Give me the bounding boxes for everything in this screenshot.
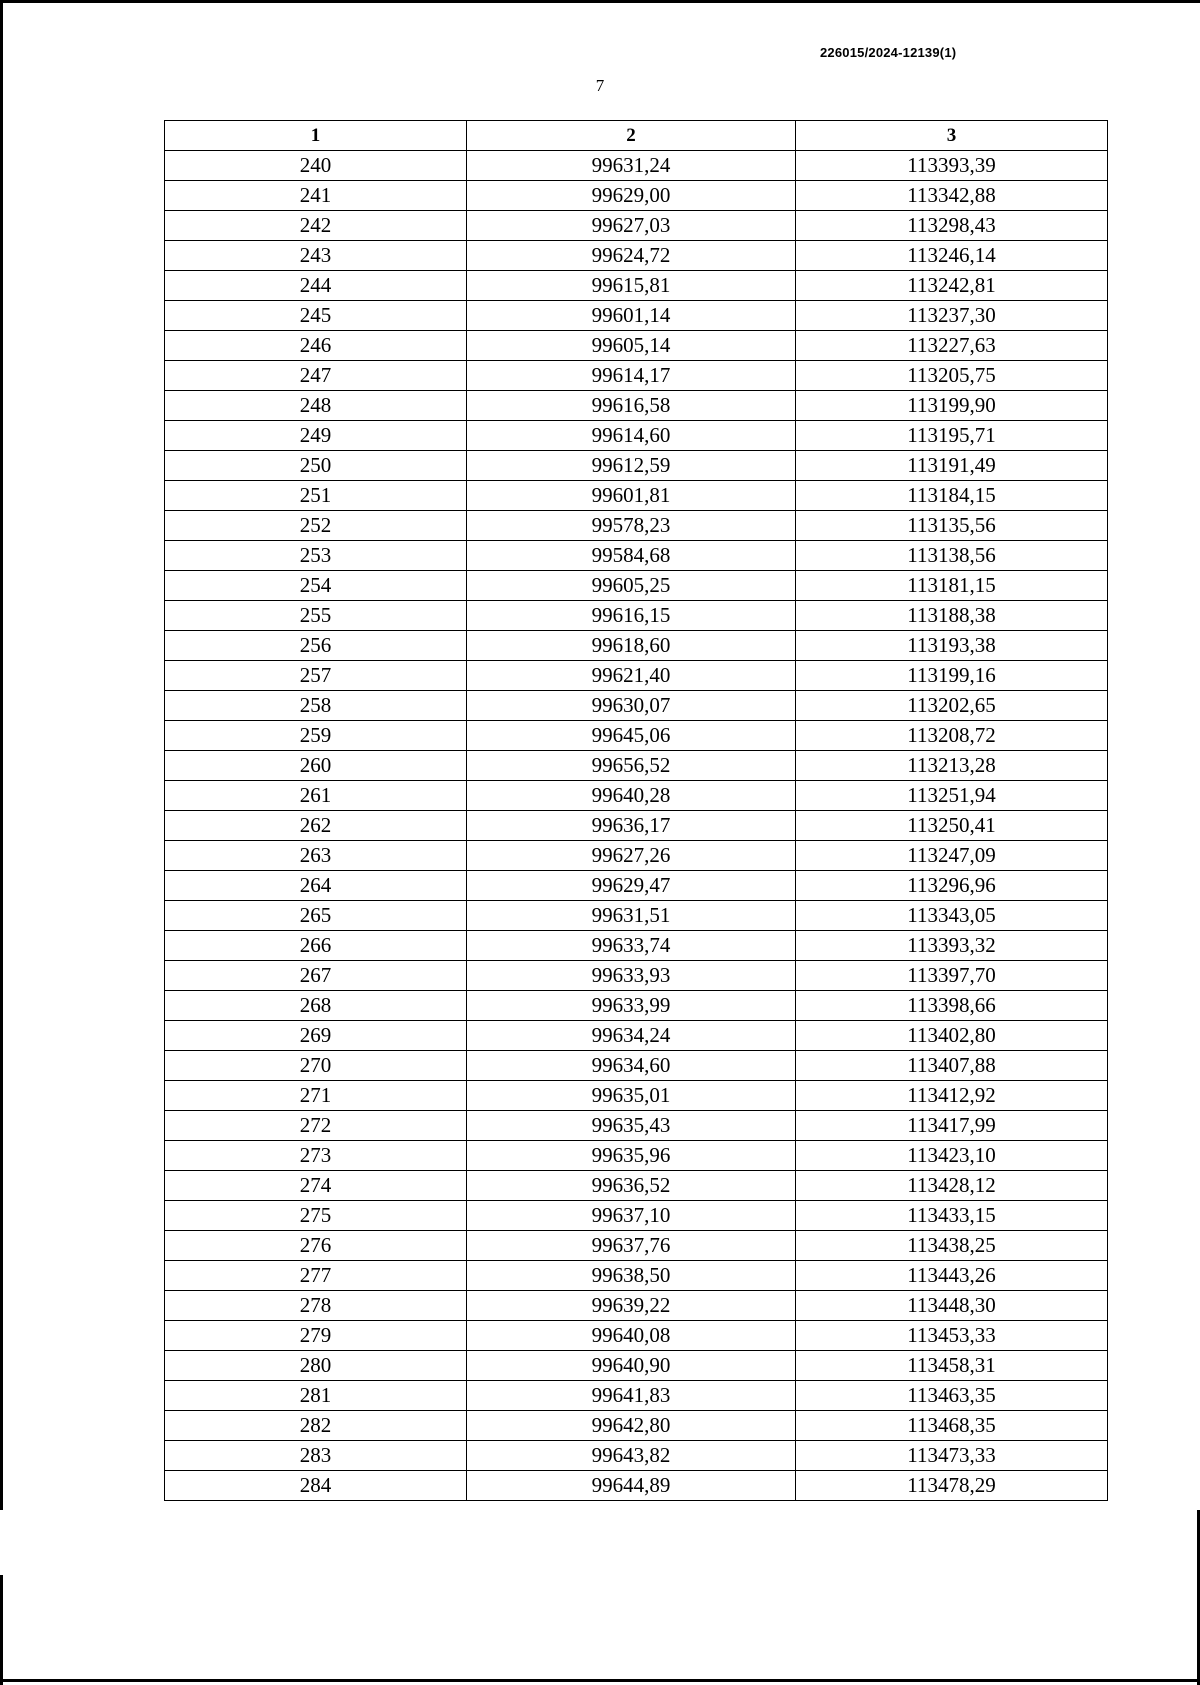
x-coordinate-cell: 99636,52	[467, 1171, 796, 1201]
point-number-cell: 245	[165, 301, 467, 331]
x-coordinate-cell: 99637,76	[467, 1231, 796, 1261]
y-coordinate-cell: 113191,49	[796, 451, 1108, 481]
y-coordinate-cell: 113213,28	[796, 751, 1108, 781]
table-row	[165, 1081, 1108, 1111]
y-coordinate-cell: 113407,88	[796, 1051, 1108, 1081]
point-number-cell: 254	[165, 571, 467, 601]
table-row	[165, 691, 1108, 721]
y-coordinate-cell: 113188,38	[796, 601, 1108, 631]
table-row	[165, 661, 1108, 691]
point-number-cell: 276	[165, 1231, 467, 1261]
y-coordinate-cell: 113296,96	[796, 871, 1108, 901]
document-reference: 226015/2024-12139(1)	[820, 45, 957, 60]
y-coordinate-cell: 113343,05	[796, 901, 1108, 931]
scan-edge-top	[0, 0, 1200, 3]
table-row	[165, 481, 1108, 511]
y-coordinate-cell: 113342,88	[796, 181, 1108, 211]
table-row	[165, 1051, 1108, 1081]
point-number-cell: 269	[165, 1021, 467, 1051]
y-coordinate-cell: 113448,30	[796, 1291, 1108, 1321]
y-coordinate-cell: 113202,65	[796, 691, 1108, 721]
x-coordinate-cell: 99631,24	[467, 151, 796, 181]
y-coordinate-cell: 113246,14	[796, 241, 1108, 271]
y-coordinate-cell: 113193,38	[796, 631, 1108, 661]
point-number-cell: 246	[165, 331, 467, 361]
table-row	[165, 751, 1108, 781]
point-number-cell: 259	[165, 721, 467, 751]
x-coordinate-cell: 99636,17	[467, 811, 796, 841]
table-row	[165, 1231, 1108, 1261]
table-row	[165, 1351, 1108, 1381]
y-coordinate-cell: 113138,56	[796, 541, 1108, 571]
point-number-cell: 247	[165, 361, 467, 391]
table-row	[165, 1201, 1108, 1231]
table-row	[165, 1471, 1108, 1501]
y-coordinate-cell: 113423,10	[796, 1141, 1108, 1171]
y-coordinate-cell: 113473,33	[796, 1441, 1108, 1471]
x-coordinate-cell: 99618,60	[467, 631, 796, 661]
y-coordinate-cell: 113181,15	[796, 571, 1108, 601]
x-coordinate-cell: 99614,60	[467, 421, 796, 451]
point-number-cell: 251	[165, 481, 467, 511]
column-header-3: 3	[796, 121, 1108, 151]
x-coordinate-cell: 99635,96	[467, 1141, 796, 1171]
x-coordinate-cell: 99633,99	[467, 991, 796, 1021]
table-row	[165, 961, 1108, 991]
x-coordinate-cell: 99633,74	[467, 931, 796, 961]
table-row	[165, 1441, 1108, 1471]
table-row	[165, 871, 1108, 901]
point-number-cell: 273	[165, 1141, 467, 1171]
x-coordinate-cell: 99641,83	[467, 1381, 796, 1411]
table-row	[165, 331, 1108, 361]
table-row	[165, 1321, 1108, 1351]
point-number-cell: 280	[165, 1351, 467, 1381]
y-coordinate-cell: 113397,70	[796, 961, 1108, 991]
table-row	[165, 1021, 1108, 1051]
point-number-cell: 277	[165, 1261, 467, 1291]
y-coordinate-cell: 113247,09	[796, 841, 1108, 871]
point-number-cell: 248	[165, 391, 467, 421]
table-row	[165, 631, 1108, 661]
x-coordinate-cell: 99584,68	[467, 541, 796, 571]
point-number-cell: 255	[165, 601, 467, 631]
x-coordinate-cell: 99643,82	[467, 1441, 796, 1471]
point-number-cell: 283	[165, 1441, 467, 1471]
table-row	[165, 361, 1108, 391]
x-coordinate-cell: 99656,52	[467, 751, 796, 781]
table-row	[165, 781, 1108, 811]
table-row	[165, 991, 1108, 1021]
point-number-cell: 253	[165, 541, 467, 571]
point-number-cell: 258	[165, 691, 467, 721]
x-coordinate-cell: 99629,47	[467, 871, 796, 901]
table-row	[165, 901, 1108, 931]
table-row	[165, 541, 1108, 571]
x-coordinate-cell: 99640,28	[467, 781, 796, 811]
point-number-cell: 257	[165, 661, 467, 691]
y-coordinate-cell: 113242,81	[796, 271, 1108, 301]
y-coordinate-cell: 113458,31	[796, 1351, 1108, 1381]
y-coordinate-cell: 113135,56	[796, 511, 1108, 541]
x-coordinate-cell: 99634,24	[467, 1021, 796, 1051]
table-row	[165, 211, 1108, 241]
point-number-cell: 264	[165, 871, 467, 901]
y-coordinate-cell: 113417,99	[796, 1111, 1108, 1141]
table-row	[165, 931, 1108, 961]
table-row	[165, 721, 1108, 751]
y-coordinate-cell: 113468,35	[796, 1411, 1108, 1441]
scan-edge-bottom	[0, 1679, 1200, 1682]
x-coordinate-cell: 99601,81	[467, 481, 796, 511]
table-row	[165, 1261, 1108, 1291]
y-coordinate-cell: 113453,33	[796, 1321, 1108, 1351]
x-coordinate-cell: 99642,80	[467, 1411, 796, 1441]
x-coordinate-cell: 99627,03	[467, 211, 796, 241]
x-coordinate-cell: 99614,17	[467, 361, 796, 391]
x-coordinate-cell: 99629,00	[467, 181, 796, 211]
table-row	[165, 301, 1108, 331]
x-coordinate-cell: 99640,08	[467, 1321, 796, 1351]
y-coordinate-cell: 113250,41	[796, 811, 1108, 841]
point-number-cell: 270	[165, 1051, 467, 1081]
point-number-cell: 252	[165, 511, 467, 541]
point-number-cell: 244	[165, 271, 467, 301]
point-number-cell: 242	[165, 211, 467, 241]
table-row	[165, 421, 1108, 451]
x-coordinate-cell: 99635,43	[467, 1111, 796, 1141]
point-number-cell: 263	[165, 841, 467, 871]
y-coordinate-cell: 113184,15	[796, 481, 1108, 511]
point-number-cell: 274	[165, 1171, 467, 1201]
table-row	[165, 271, 1108, 301]
point-number-cell: 261	[165, 781, 467, 811]
table-row	[165, 1171, 1108, 1201]
table-row	[165, 391, 1108, 421]
point-number-cell: 243	[165, 241, 467, 271]
y-coordinate-cell: 113237,30	[796, 301, 1108, 331]
table-row	[165, 511, 1108, 541]
table-row	[165, 151, 1108, 181]
y-coordinate-cell: 113438,25	[796, 1231, 1108, 1261]
point-number-cell: 262	[165, 811, 467, 841]
table-row	[165, 181, 1108, 211]
x-coordinate-cell: 99605,14	[467, 331, 796, 361]
point-number-cell: 250	[165, 451, 467, 481]
table-row	[165, 571, 1108, 601]
point-number-cell: 266	[165, 931, 467, 961]
scan-edge-left	[0, 0, 3, 1510]
y-coordinate-cell: 113433,15	[796, 1201, 1108, 1231]
x-coordinate-cell: 99624,72	[467, 241, 796, 271]
column-header-1: 1	[165, 121, 467, 151]
y-coordinate-cell: 113199,16	[796, 661, 1108, 691]
y-coordinate-cell: 113393,39	[796, 151, 1108, 181]
y-coordinate-cell: 113195,71	[796, 421, 1108, 451]
point-number-cell: 260	[165, 751, 467, 781]
table-row	[165, 1291, 1108, 1321]
point-number-cell: 272	[165, 1111, 467, 1141]
x-coordinate-cell: 99630,07	[467, 691, 796, 721]
point-number-cell: 267	[165, 961, 467, 991]
x-coordinate-cell: 99616,15	[467, 601, 796, 631]
x-coordinate-cell: 99639,22	[467, 1291, 796, 1321]
point-number-cell: 284	[165, 1471, 467, 1501]
x-coordinate-cell: 99635,01	[467, 1081, 796, 1111]
y-coordinate-cell: 113393,32	[796, 931, 1108, 961]
point-number-cell: 281	[165, 1381, 467, 1411]
x-coordinate-cell: 99638,50	[467, 1261, 796, 1291]
point-number-cell: 275	[165, 1201, 467, 1231]
x-coordinate-cell: 99612,59	[467, 451, 796, 481]
y-coordinate-cell: 113251,94	[796, 781, 1108, 811]
scan-edge-left-lower	[0, 1575, 3, 1685]
y-coordinate-cell: 113402,80	[796, 1021, 1108, 1051]
table-row	[165, 451, 1108, 481]
x-coordinate-cell: 99605,25	[467, 571, 796, 601]
point-number-cell: 278	[165, 1291, 467, 1321]
x-coordinate-cell: 99644,89	[467, 1471, 796, 1501]
coordinates-table	[164, 120, 1108, 1501]
column-header-2: 2	[467, 121, 796, 151]
y-coordinate-cell: 113298,43	[796, 211, 1108, 241]
y-coordinate-cell: 113205,75	[796, 361, 1108, 391]
table-row	[165, 1111, 1108, 1141]
table-row	[165, 1381, 1108, 1411]
point-number-cell: 282	[165, 1411, 467, 1441]
x-coordinate-cell: 99631,51	[467, 901, 796, 931]
point-number-cell: 265	[165, 901, 467, 931]
y-coordinate-cell: 113398,66	[796, 991, 1108, 1021]
table-row	[165, 1411, 1108, 1441]
point-number-cell: 268	[165, 991, 467, 1021]
table-row	[165, 1141, 1108, 1171]
point-number-cell: 240	[165, 151, 467, 181]
y-coordinate-cell: 113412,92	[796, 1081, 1108, 1111]
x-coordinate-cell: 99616,58	[467, 391, 796, 421]
point-number-cell: 241	[165, 181, 467, 211]
y-coordinate-cell: 113227,63	[796, 331, 1108, 361]
point-number-cell: 249	[165, 421, 467, 451]
table-row	[165, 241, 1108, 271]
point-number-cell: 256	[165, 631, 467, 661]
y-coordinate-cell: 113443,26	[796, 1261, 1108, 1291]
y-coordinate-cell: 113478,29	[796, 1471, 1108, 1501]
x-coordinate-cell: 99601,14	[467, 301, 796, 331]
y-coordinate-cell: 113199,90	[796, 391, 1108, 421]
table-body	[165, 151, 1108, 1501]
x-coordinate-cell: 99578,23	[467, 511, 796, 541]
point-number-cell: 279	[165, 1321, 467, 1351]
x-coordinate-cell: 99634,60	[467, 1051, 796, 1081]
table-row	[165, 811, 1108, 841]
y-coordinate-cell: 113428,12	[796, 1171, 1108, 1201]
y-coordinate-cell: 113463,35	[796, 1381, 1108, 1411]
x-coordinate-cell: 99627,26	[467, 841, 796, 871]
page-number: 7	[595, 76, 605, 95]
x-coordinate-cell: 99621,40	[467, 661, 796, 691]
x-coordinate-cell: 99633,93	[467, 961, 796, 991]
x-coordinate-cell: 99637,10	[467, 1201, 796, 1231]
y-coordinate-cell: 113208,72	[796, 721, 1108, 751]
table-header-row	[165, 121, 1108, 151]
table-row	[165, 841, 1108, 871]
x-coordinate-cell: 99615,81	[467, 271, 796, 301]
x-coordinate-cell: 99640,90	[467, 1351, 796, 1381]
x-coordinate-cell: 99645,06	[467, 721, 796, 751]
point-number-cell: 271	[165, 1081, 467, 1111]
table-row	[165, 601, 1108, 631]
